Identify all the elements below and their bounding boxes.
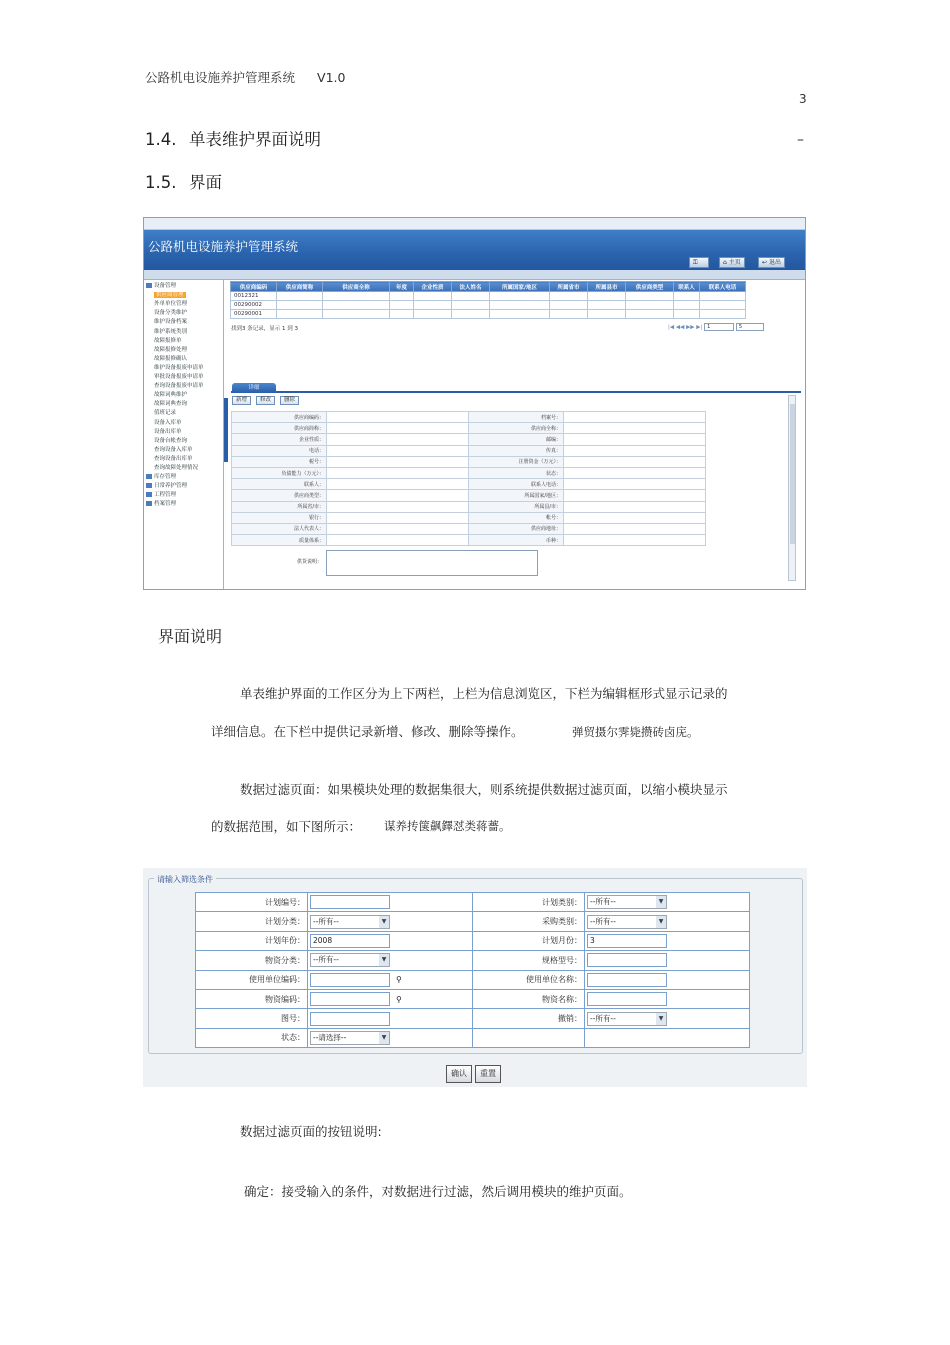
- sidebar-item[interactable]: [154, 345, 187, 353]
- filter-value-cell: [585, 893, 750, 912]
- grid-header-cell[interactable]: 联系人: [674, 282, 700, 292]
- filter-input[interactable]: [310, 992, 390, 1006]
- filter-value-cell: [308, 931, 473, 950]
- grid-cell: [588, 292, 626, 301]
- form-label: 档案号：: [469, 412, 564, 423]
- confirm-button[interactable]: 确认: [446, 1065, 472, 1083]
- sidebar-item[interactable]: [154, 408, 176, 416]
- filter-value-cell: [585, 951, 750, 970]
- scroll-thumb[interactable]: [790, 404, 795, 544]
- grid-header-cell[interactable]: 供应商全称: [323, 282, 390, 292]
- filter-row: [196, 1028, 750, 1047]
- first-page-icon[interactable]: |◀: [668, 324, 675, 331]
- grid-cell: [626, 301, 674, 310]
- folder-icon: [146, 501, 152, 506]
- detail-tab-bar: [231, 383, 801, 393]
- sidebar-item[interactable]: [154, 454, 193, 462]
- filter-value-cell: [308, 912, 473, 931]
- grid-header-cell[interactable]: 联系人电话: [700, 282, 746, 292]
- remark-label: 供货说明：: [296, 559, 322, 565]
- header-dash: –: [797, 132, 804, 148]
- paragraph-1-line-2: 详细信息。在下栏中提供记录新增、修改、删除等操作。: [211, 724, 524, 739]
- filter-value-cell: [308, 1009, 473, 1028]
- sidebar-folder[interactable]: [146, 499, 176, 507]
- paragraph-1-line-1: 单表维护界面的工作区分为上下两栏，上栏为信息浏览区，下栏为编辑框形式显示记录的: [240, 686, 728, 701]
- form-label: 所属省/市：: [232, 501, 327, 512]
- doc-header: [145, 68, 345, 86]
- filter-value-cell: [308, 1028, 473, 1047]
- grid-cell: [414, 301, 452, 310]
- form-label: 税号：: [232, 456, 327, 467]
- grid-cell: [414, 292, 452, 301]
- edit-button[interactable]: 修改: [256, 396, 275, 405]
- filter-value-cell: [585, 912, 750, 931]
- chevron-down-icon[interactable]: ▼: [656, 1013, 666, 1025]
- filter-label: [473, 1028, 585, 1047]
- form-row: [232, 456, 706, 467]
- form-label: 状态：: [469, 467, 564, 478]
- pager-controls: [668, 323, 764, 331]
- logout-icon: ↩: [762, 259, 768, 266]
- form-field[interactable]: [327, 490, 469, 501]
- form-field[interactable]: [564, 445, 706, 456]
- sidebar-item[interactable]: [154, 390, 187, 398]
- grid-cell: [277, 301, 323, 310]
- grid-cell: [674, 292, 700, 301]
- grid-cell: [323, 310, 390, 319]
- tab-detail[interactable]: 详细: [232, 383, 276, 393]
- paragraph-2-line-1: 数据过滤页面：如果模块处理的数据集很大，则系统提供数据过滤页面，以缩小模块显示: [240, 782, 728, 797]
- grid-cell: [674, 301, 700, 310]
- filter-value-cell: [585, 1028, 750, 1047]
- vertical-scrollbar[interactable]: [788, 395, 796, 581]
- key-icon: ⚿: [693, 259, 698, 266]
- form-field[interactable]: [564, 412, 706, 423]
- grid-header-cell[interactable]: 供应商编码: [231, 282, 277, 292]
- chevron-down-icon[interactable]: ▼: [379, 954, 389, 966]
- sidebar-folder[interactable]: [146, 472, 176, 480]
- heading-text: 单表维护界面说明: [189, 130, 321, 149]
- sidebar-item-label: 设备出库单: [154, 428, 182, 435]
- filter-value-cell: [585, 989, 750, 1008]
- filter-screenshot: [143, 868, 807, 1087]
- sidebar-item[interactable]: [154, 327, 187, 335]
- doc-header-title: 公路机电设施养护管理系统: [145, 70, 296, 85]
- form-label: 负债能力（万元）：: [232, 467, 327, 478]
- filter-select[interactable]: [587, 1012, 667, 1026]
- form-row: [232, 479, 706, 490]
- sidebar-item-label: 供应商管理: [156, 292, 184, 299]
- filter-row: [196, 912, 750, 931]
- form-label: 邮编：: [469, 434, 564, 445]
- grid-cell: [550, 292, 588, 301]
- sidebar-item-label: 故障报修确认: [154, 355, 188, 362]
- filter-value-cell: [585, 931, 750, 950]
- filter-value-cell: [308, 951, 473, 970]
- folder-icon: [146, 492, 152, 497]
- filter-select[interactable]: [310, 1031, 390, 1045]
- section-title: 界面说明: [158, 627, 223, 646]
- sidebar-item[interactable]: [154, 418, 182, 426]
- select-value: --所有--: [590, 916, 616, 926]
- filter-label: 计划分类：: [196, 912, 308, 931]
- key-button[interactable]: [689, 257, 709, 268]
- filter-value-cell: [308, 893, 473, 912]
- sidebar-item-label: 故障词典维护: [154, 392, 188, 399]
- filter-label: 采购类别：: [473, 912, 585, 931]
- sidebar-item-label: 工程管理: [154, 492, 177, 499]
- heading-number: 1.4.: [145, 130, 177, 149]
- grid-cell: [700, 301, 746, 310]
- filter-row: [196, 931, 750, 950]
- form-label: 法人代表人：: [232, 523, 327, 534]
- form-label: 供应商简称：: [232, 423, 327, 434]
- paragraph-2-noise: 谋养抟箧飙鐸怼类蒋薔。: [384, 819, 511, 833]
- grid-cell: [452, 301, 490, 310]
- filter-value-cell: [585, 1009, 750, 1028]
- next-page-icon[interactable]: ▶▶: [686, 324, 695, 331]
- sidebar-folder[interactable]: [146, 490, 176, 498]
- filter-row: [196, 989, 750, 1008]
- sidebar-item[interactable]: [154, 427, 182, 435]
- filter-label: 物资名称：: [473, 989, 585, 1008]
- grid-cell: [700, 310, 746, 319]
- heading-text: 界面: [189, 173, 222, 192]
- filter-row: [196, 951, 750, 970]
- grid-header-cell[interactable]: 所属县市: [588, 282, 626, 292]
- browser-top-bar: [144, 218, 805, 230]
- form-field[interactable]: [327, 523, 469, 534]
- pager-summary: 找到3 条记录，显示 1 到 3: [231, 326, 298, 332]
- grid-cell: [550, 310, 588, 319]
- select-value: --所有--: [313, 955, 339, 965]
- grid-cell: [550, 301, 588, 310]
- form-row: [232, 467, 706, 478]
- form-row: [232, 445, 706, 456]
- home-icon: ⌂: [723, 259, 727, 266]
- sidebar-item-label: 值班记录: [154, 410, 177, 417]
- sidebar-item-label: 查询设备出库单: [154, 455, 193, 462]
- form-field[interactable]: [564, 456, 706, 467]
- form-field[interactable]: [564, 490, 706, 501]
- detail-form: [231, 411, 706, 546]
- paragraph-3: 数据过滤页面的按钮说明:: [240, 1124, 382, 1139]
- grid-cell: [626, 292, 674, 301]
- form-field[interactable]: [327, 467, 469, 478]
- grid-cell: [390, 310, 414, 319]
- grid-cell: [490, 310, 550, 319]
- chevron-down-icon[interactable]: ▼: [656, 916, 666, 928]
- form-field[interactable]: [564, 523, 706, 534]
- form-field[interactable]: [564, 423, 706, 434]
- grid-header-cell[interactable]: 所属国家/地区: [490, 282, 550, 292]
- grid-cell: [588, 301, 626, 310]
- grid-header-cell[interactable]: 年度: [390, 282, 414, 292]
- sidebar-item[interactable]: [154, 445, 193, 453]
- binoculars-icon[interactable]: ⚲: [396, 994, 402, 1004]
- grid-cell: [414, 310, 452, 319]
- sidebar-item-label: 日常养护管理: [154, 483, 188, 490]
- form-row: [232, 512, 706, 523]
- sidebar-item-label: 档案管理: [154, 501, 177, 508]
- form-label: 所属国家/地区：: [469, 490, 564, 501]
- filter-label: 计划类别：: [473, 893, 585, 912]
- filter-select[interactable]: [310, 915, 390, 929]
- filter-select[interactable]: [587, 895, 667, 909]
- filter-select[interactable]: [310, 953, 390, 967]
- select-value: --请选择--: [313, 1032, 347, 1042]
- grid-cell: 00290001: [231, 310, 277, 319]
- form-field[interactable]: [564, 467, 706, 478]
- remark-textarea[interactable]: [326, 550, 538, 576]
- home-button[interactable]: [719, 257, 745, 268]
- filter-input[interactable]: 3: [587, 934, 667, 948]
- sidebar-item[interactable]: [154, 436, 187, 444]
- form-row: [232, 523, 706, 534]
- grid-cell: [626, 310, 674, 319]
- select-value: --所有--: [313, 916, 339, 926]
- form-row: [232, 423, 706, 434]
- grid-header-cell[interactable]: 企业性质: [414, 282, 452, 292]
- form-label: 供应商地址：: [469, 523, 564, 534]
- filter-label: 使用单位名称：: [473, 970, 585, 989]
- filter-label: 规格型号：: [473, 951, 585, 970]
- form-field[interactable]: [327, 434, 469, 445]
- app-screenshot: [143, 217, 806, 590]
- filter-input[interactable]: [310, 1012, 390, 1026]
- sidebar-item-label: 故障报修处理: [154, 346, 188, 353]
- filter-input[interactable]: [310, 973, 390, 987]
- form-field[interactable]: [327, 456, 469, 467]
- chevron-down-icon[interactable]: ▼: [379, 916, 389, 928]
- grid-cell: [277, 292, 323, 301]
- form-field[interactable]: [327, 479, 469, 490]
- form-field[interactable]: [327, 512, 469, 523]
- filter-select[interactable]: [587, 915, 667, 929]
- grid-cell: [700, 292, 746, 301]
- sidebar-item[interactable]: [154, 299, 187, 307]
- grid-cell: [277, 310, 323, 319]
- grid-cell: [490, 301, 550, 310]
- filter-input[interactable]: [587, 973, 667, 987]
- doc-header-version: V1.0: [317, 70, 346, 85]
- form-label: 传真：: [469, 445, 564, 456]
- grid-header-cell[interactable]: 所属省市: [550, 282, 588, 292]
- grid-header-cell[interactable]: 供应商类型: [626, 282, 674, 292]
- filter-label: 图号：: [196, 1009, 308, 1028]
- table-row[interactable]: [231, 310, 746, 319]
- sidebar-folder[interactable]: [146, 481, 187, 489]
- form-label: 质量体系：: [232, 535, 327, 546]
- form-field[interactable]: [564, 535, 706, 546]
- form-row: [232, 434, 706, 445]
- sidebar-item-label: 查询设备报废申请单: [154, 383, 204, 390]
- filter-input[interactable]: [310, 895, 390, 909]
- form-field[interactable]: [564, 501, 706, 512]
- filter-label: 计划月份：: [473, 931, 585, 950]
- heading-1-4: [145, 126, 321, 150]
- filter-row: [196, 970, 750, 989]
- table-row[interactable]: [231, 292, 746, 301]
- form-label: 联系人电话：: [469, 479, 564, 490]
- form-label: 所属县/市：: [469, 501, 564, 512]
- form-label: 供应商类型：: [232, 490, 327, 501]
- filter-label: 物资分类：: [196, 951, 308, 970]
- chevron-down-icon[interactable]: ▼: [656, 896, 666, 908]
- sidebar-item[interactable]: [154, 381, 204, 389]
- form-label: 供应商编码：: [232, 412, 327, 423]
- heading-number: 1.5.: [145, 173, 177, 192]
- sidebar-item[interactable]: [154, 336, 182, 344]
- grid-cell: [588, 310, 626, 319]
- form-field[interactable]: [564, 434, 706, 445]
- page-number: 3: [799, 92, 807, 106]
- folder-icon: [146, 483, 152, 488]
- filter-label: 状态：: [196, 1028, 308, 1047]
- form-field[interactable]: [327, 445, 469, 456]
- grid-cell: [674, 310, 700, 319]
- binoculars-icon[interactable]: ⚲: [396, 975, 402, 985]
- paragraph-4: 确定：接受输入的条件，对数据进行过滤，然后调用模块的维护页面。: [244, 1184, 632, 1199]
- paragraph-1-noise: 弹贸摄尔霁毙攒砖卤庑。: [572, 725, 699, 739]
- filter-label: 计划编号：: [196, 893, 308, 912]
- delete-button[interactable]: 删除: [280, 396, 299, 405]
- sidebar-item-label: 外单单位管理: [154, 301, 188, 308]
- form-row: [232, 501, 706, 512]
- form-label: 供应商全称：: [469, 423, 564, 434]
- filter-value-cell: [308, 989, 473, 1008]
- filter-row: [196, 893, 750, 912]
- grid-header-cell[interactable]: 法人姓名: [452, 282, 490, 292]
- grid-cell: 00290002: [231, 301, 277, 310]
- logout-button[interactable]: [758, 257, 785, 268]
- form-label: 企业性质：: [232, 434, 327, 445]
- sidebar-item-label: 维护设备档案: [154, 319, 188, 326]
- grid-cell: [490, 292, 550, 301]
- filter-row: [196, 1009, 750, 1028]
- filter-table: [195, 892, 750, 1048]
- sidebar-item[interactable]: [154, 399, 187, 407]
- reset-button[interactable]: 重置: [475, 1065, 501, 1083]
- sidebar-item-label: 设备管理: [154, 283, 177, 289]
- page-select[interactable]: 1: [704, 323, 734, 331]
- sidebar-item-label: 维护系统类别: [154, 328, 188, 335]
- form-field[interactable]: [564, 512, 706, 523]
- filter-input[interactable]: [587, 953, 667, 967]
- form-label: 联系人：: [232, 479, 327, 490]
- folder-icon: [146, 283, 152, 288]
- chevron-down-icon[interactable]: ▼: [379, 1032, 389, 1044]
- select-value: --所有--: [590, 897, 616, 907]
- form-row: [232, 535, 706, 546]
- last-page-icon[interactable]: ▶|: [696, 324, 703, 331]
- paragraph-2-line-2: 的数据范围，如下图所示：: [211, 819, 362, 834]
- filter-label: 撤销：: [473, 1009, 585, 1028]
- sidebar-item-label: 审批设备报废申请单: [154, 374, 204, 380]
- sidebar-item[interactable]: [154, 363, 204, 371]
- sidebar-item[interactable]: [154, 308, 187, 316]
- data-grid: [230, 281, 746, 319]
- filter-label: 物资编码：: [196, 989, 308, 1008]
- filter-legend: 请输入筛选条件: [154, 874, 216, 885]
- form-label: 电话：: [232, 445, 327, 456]
- form-field[interactable]: [327, 423, 469, 434]
- grid-header-cell[interactable]: 供应商简称: [277, 282, 323, 292]
- sidebar-item-label: 故障词典查询: [154, 401, 188, 408]
- page-size-select[interactable]: 5: [736, 323, 764, 331]
- filter-value-cell: [585, 970, 750, 989]
- form-field[interactable]: [327, 501, 469, 512]
- form-field[interactable]: [327, 535, 469, 546]
- form-label: 注册资金（万元）：: [469, 456, 564, 467]
- add-button[interactable]: 新增: [232, 396, 251, 405]
- filter-input[interactable]: [587, 992, 667, 1006]
- main-area: [228, 280, 806, 590]
- form-label: 币种：: [469, 535, 564, 546]
- sidebar-item-label: 查询设备入库单: [154, 446, 193, 453]
- grid-cell: [452, 310, 490, 319]
- filter-input[interactable]: 2008: [310, 934, 390, 948]
- sidebar-item-label: 设备入库单: [154, 419, 182, 426]
- table-row[interactable]: [231, 301, 746, 310]
- select-value: --所有--: [590, 1013, 616, 1023]
- filter-value-cell: [308, 970, 473, 989]
- grid-cell: [452, 292, 490, 301]
- form-row: [232, 412, 706, 423]
- sidebar-item[interactable]: [154, 317, 187, 325]
- grid-cell: [390, 292, 414, 301]
- form-label: 银行：: [232, 512, 327, 523]
- sidebar-item[interactable]: [154, 290, 186, 298]
- app-title: 公路机电设施养护管理系统: [148, 239, 299, 254]
- sidebar-item-label: 设备台帐查询: [154, 437, 188, 444]
- filter-label: 使用单位编码：: [196, 970, 308, 989]
- sidebar-item-label: 查询故障处理情况: [154, 465, 199, 471]
- sidebar: [144, 280, 224, 590]
- form-field[interactable]: [327, 412, 469, 423]
- grid-cell: 0012321: [231, 292, 277, 301]
- sidebar-item-label: 故障报修单: [154, 337, 182, 344]
- sidebar-item-label: 设备分类维护: [154, 310, 188, 317]
- folder-icon: [146, 474, 152, 479]
- home-label: 主页: [728, 259, 741, 266]
- form-label: 帐号：: [469, 512, 564, 523]
- logout-label: 退出: [768, 259, 781, 266]
- toolbar-strip: [144, 270, 805, 280]
- form-row: [232, 490, 706, 501]
- sidebar-item[interactable]: [154, 372, 204, 380]
- grid-cell: [323, 301, 390, 310]
- sidebar-folder[interactable]: [146, 281, 176, 289]
- sidebar-item[interactable]: [154, 463, 198, 471]
- grid-cell: [323, 292, 390, 301]
- grid-cell: [390, 301, 414, 310]
- filter-label: 计划年份：: [196, 931, 308, 950]
- sidebar-item-label: 库存管理: [154, 474, 177, 481]
- heading-1-5: [145, 169, 222, 193]
- sidebar-item[interactable]: [154, 354, 187, 362]
- prev-page-icon[interactable]: ◀◀: [675, 324, 685, 331]
- form-field[interactable]: [564, 479, 706, 490]
- sidebar-item-label: 维护设备报废申请单: [154, 364, 204, 371]
